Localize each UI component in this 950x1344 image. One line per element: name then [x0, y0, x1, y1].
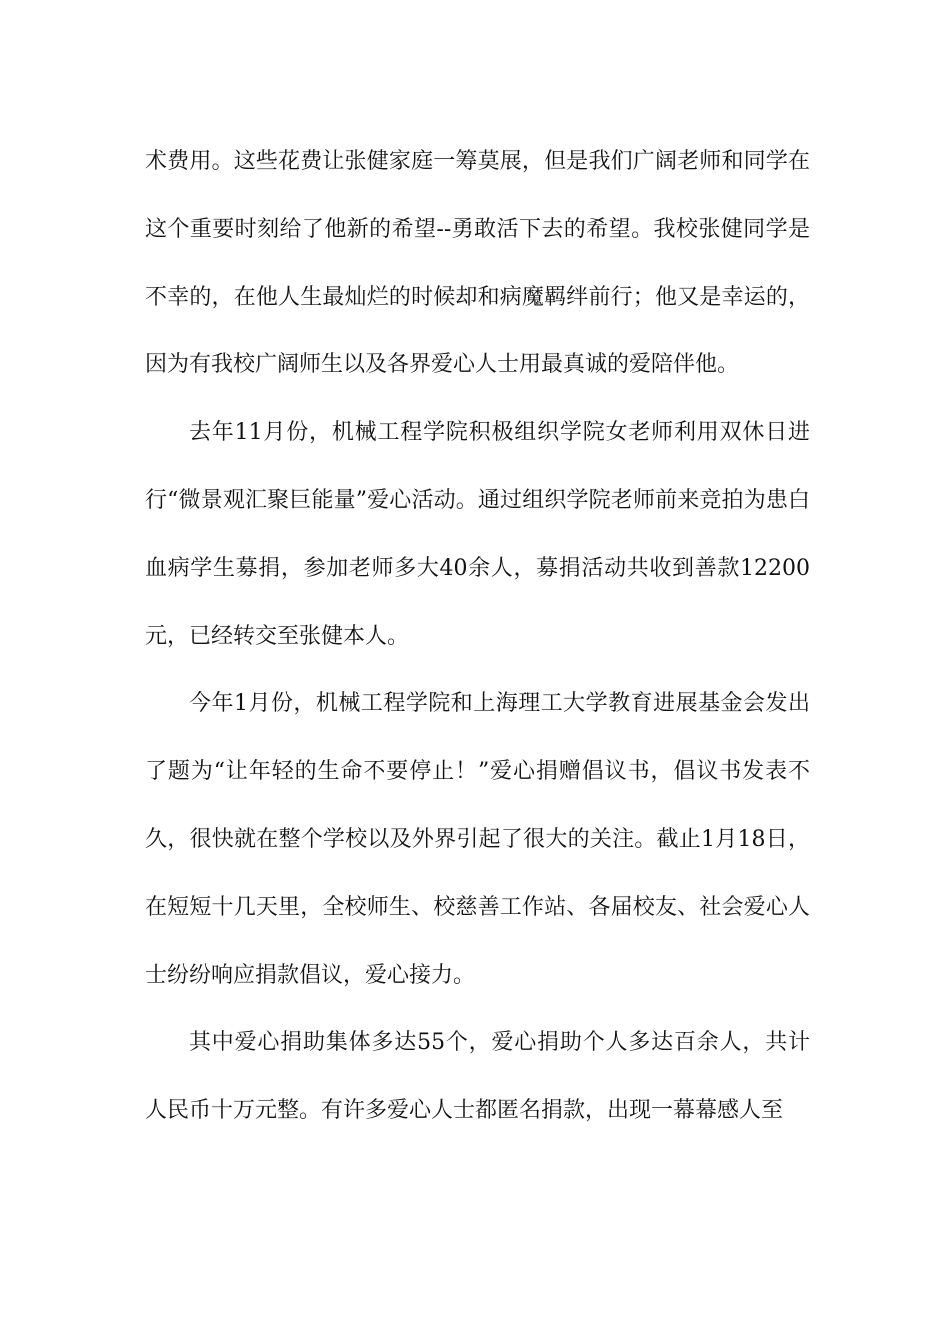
- paragraph-fundraising-activity: 去年11月份，机械工程学院积极组织学院女老师利用双休日进行“微景观汇聚巨能量”爱心活动。通过组织学院老师前来竞拍为患白血病学生募捐，参加老师多大40余人，募捐活动共收到善款12200元，已经转交至张健本人。: [145, 420, 810, 649]
- paragraph-continuation: 术费用。这些花费让张健家庭一筹莫展，但是我们广阔老师和同学在这个重要时刻给了他新的希望--勇敢活下去的希望。我校张健同学是不幸的，在他人生最灿烂的时候却和病魔羁绊前行；他又是幸运的，因为有我校广阔师生以及各界爱心人士用最真诚的爱陪伴他。: [145, 149, 810, 378]
- paragraph-donation-initiative: 今年1月份，机械工程学院和上海理工大学教育进展基金会发出了题为“让年轻的生命不要停止！”爱心捐赠倡议书，倡议书发表不久，很快就在整个学校以及外界引起了很大的关注。截止1月18日，在短短十几天里，全校师生、校慈善工作站、各届校友、社会爱心人士纷纷响应捐款倡议，爱心接力。: [145, 691, 810, 988]
- document-body: [145, 128, 810, 1145]
- paragraph-donation-summary: 其中爱心捐助集体多达55个，爱心捐助个人多达百余人，共计人民币十万元整。有许多爱心人士都匿名捐款，出现一幕幕感人至: [145, 1030, 810, 1124]
